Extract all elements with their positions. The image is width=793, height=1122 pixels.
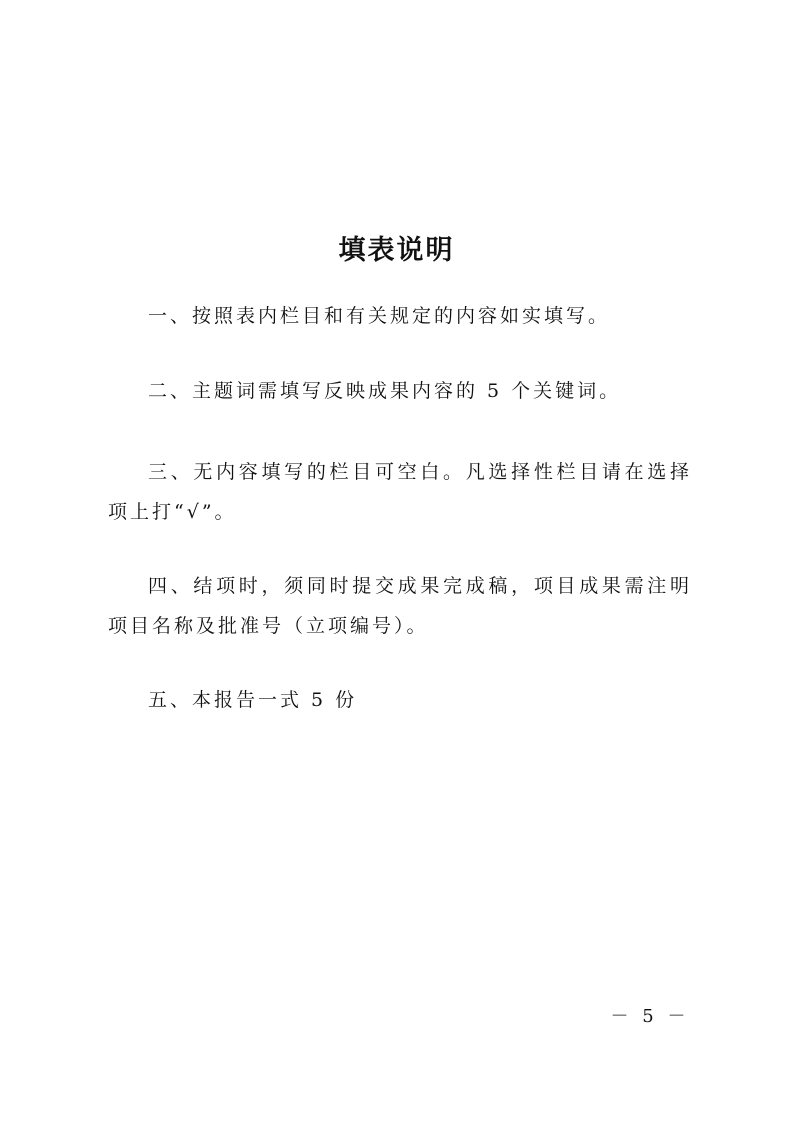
instruction-item-2: 二、主题词需填写反映成果内容的 5 个关键词。 — [148, 380, 622, 402]
page-number: － 5 － — [610, 1006, 690, 1027]
instruction-item-3: 三、无内容填写的栏目可空白。凡选择性栏目请在选择项上打“√”。 — [108, 461, 692, 523]
instruction-item-4: 四、结项时，须同时提交成果完成稿，项目成果需注明项目名称及批准号（立项编号）。 — [108, 575, 692, 637]
instruction-item-1: 一、按照表内栏目和有关规定的内容如实填写。 — [148, 305, 611, 327]
instruction-item-5: 五、本报告一式 5 份 — [148, 689, 358, 711]
page-title: 填表说明 — [338, 235, 455, 266]
